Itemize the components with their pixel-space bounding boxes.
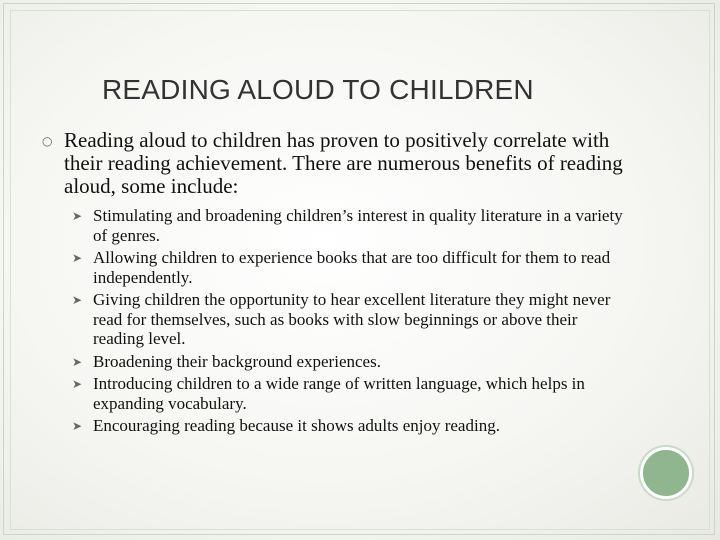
arrow-bullet-icon: ➤	[72, 354, 83, 369]
list-item-text: Stimulating and broadening children’s interest in quality literature in a variety of genres.	[93, 206, 623, 245]
list-item-text: Broadening their background experiences.	[93, 351, 381, 371]
main-bullet-text: Reading aloud to children has proven to positively correlate with their reading achievement. There are numerous benefits of reading aloud, some include:	[64, 128, 623, 198]
list-item	[72, 206, 632, 245]
arrow-bullet-icon: ➤	[72, 377, 83, 391]
list-item-text: Allowing children to experience books that are too difficult for them to read independently.	[93, 248, 611, 287]
arrow-bullet-icon: ➤	[72, 251, 83, 265]
list-item	[72, 290, 632, 349]
hollow-circle-bullet-icon: ○	[42, 134, 53, 148]
list-item	[72, 248, 632, 287]
benefits-list	[72, 206, 632, 439]
slide-title: READING ALOUD TO CHILDREN	[102, 74, 534, 105]
arrow-bullet-icon: ➤	[72, 209, 83, 223]
list-item	[72, 374, 632, 413]
list-item-text: Encouraging reading because it shows adults enjoy reading.	[93, 416, 500, 435]
list-item	[72, 352, 632, 372]
arrow-bullet-icon: ➤	[72, 419, 83, 433]
decorative-circle-icon	[640, 447, 692, 499]
list-item	[72, 416, 632, 436]
list-item-text: Giving children the opportunity to hear excellent literature they might never read for themselves, such as books with slow beginnings or above their reading level.	[93, 290, 611, 348]
list-item-text: Introducing children to a wide range of written language, which helps in expanding vocabulary.	[93, 374, 585, 413]
arrow-bullet-icon: ➤	[72, 293, 83, 307]
